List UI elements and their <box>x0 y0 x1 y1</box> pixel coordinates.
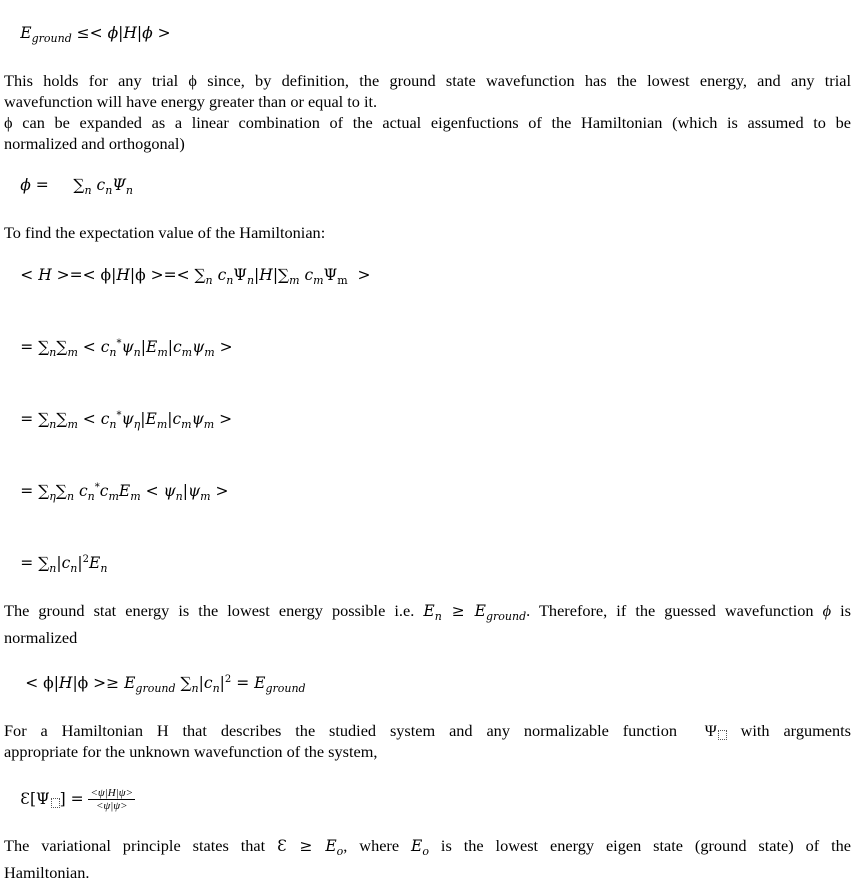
equation-energy-functional: Ɛ[Ψ ] = $\frac{<\psi|H|\psi>}{<\psi|\psi>}$ <box>20 787 133 813</box>
fraction: $\frac{<\psi|H|\psi>}{<\psi|\psi>}$ <box>90 787 133 813</box>
paragraph-line: appropriate for the unknown wavefunction of the system, <box>4 741 378 761</box>
equation-ground-bound: $E_{ground} \le< \phi|H|\phi$ > <box>20 23 171 45</box>
equation-normalized-bound: < $\phi|H|\phi >\ge E_{ground}$ $\sum_n|c_n|^2 = E_{ground}$ <box>20 673 306 695</box>
paragraph-line: normalized <box>4 627 78 647</box>
equation-step-2: = $\sum_n\sum_m < c_n^*\psi_\eta|E_m|c_m\psi_m$ > <box>20 409 233 432</box>
equation-expectation: < H >=< ϕ|H|ϕ >=< $\sum_n$ $c_n\Psi_n|H|\sum_m$ $c_m\Psi_m$ > <box>20 266 371 288</box>
paragraph-line: ϕ can be expanded as a linear combination of the actual eigenfuctions of the Hamiltonian (which is assumed to be <box>4 112 851 132</box>
equation-step-4: = $\sum_n|c_n|^2E_n$ <box>20 553 108 576</box>
paragraph-line-ground-energy: The ground stat energy is the lowest energy possible i.e. $E_n \ge E_{ground}$. Therefore, if the guessed wavefunction ϕ is <box>4 600 851 623</box>
paragraph-line-hamiltonian: For a Hamiltonian H that describes the studied system and any normalizable function Ψ with arguments <box>4 720 851 740</box>
placeholder-box <box>718 730 727 740</box>
placeholder-box <box>51 798 60 808</box>
paragraph-line: Hamiltonian. <box>4 863 90 883</box>
paragraph-line: This holds for any trial ϕ since, by definition, the ground state wavefunction has the lowest energy, and any trial <box>4 70 851 90</box>
equation-step-3: = $\sum_\eta\sum_n$ $c_n^*c_mE_m < \psi_n|\psi_m$ > <box>20 481 229 504</box>
paragraph-line: wavefunction will have energy greater than or equal to it. <box>4 91 378 111</box>
equation-phi-expansion: ϕ = $\sum_n$ $c_n\Psi_n$ <box>20 176 133 198</box>
equation-step-1: = $\sum_n\sum_m < c_n^*\psi_n|E_m|c_m\psi_m$ > <box>20 337 233 360</box>
paragraph-line: normalized and orthogonal) <box>4 133 185 153</box>
paragraph-line-variational: The variational principle states that Ɛ ≥ $E_o$, where $E_o$ is the lowest energy eigen state (ground state) of the <box>4 836 851 859</box>
paragraph-line: To find the expectation value of the Hamiltonian: <box>4 223 326 243</box>
